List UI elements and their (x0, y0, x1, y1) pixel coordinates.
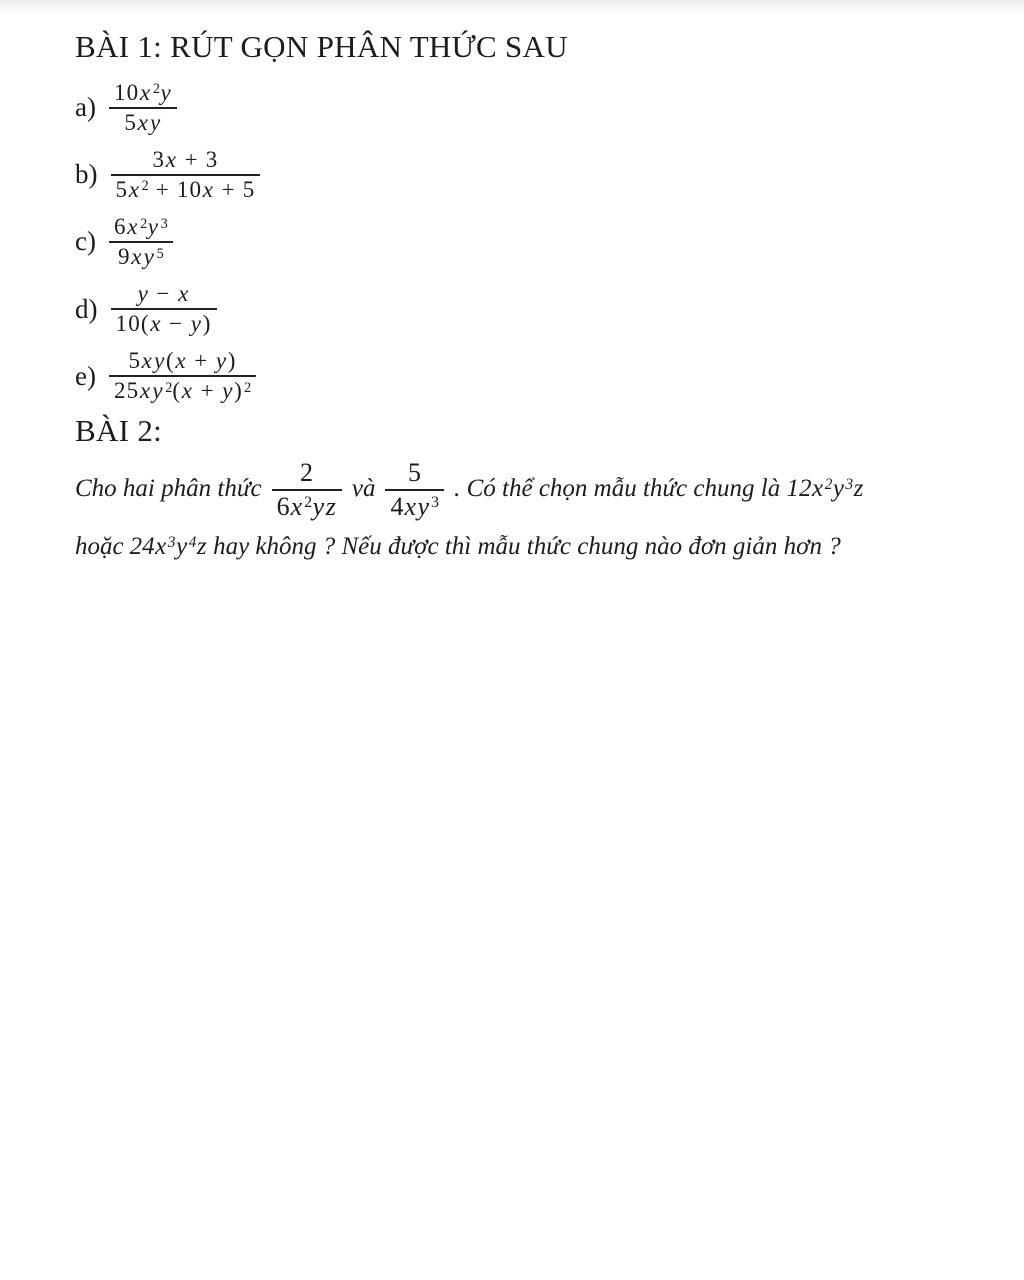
expression-1: $12x^2y^3z$ (786, 475, 864, 503)
section2-heading: BÀI 2: (75, 413, 163, 449)
problem-item-c (75, 213, 984, 271)
fraction-numerator: 5xy(x + y) (128, 348, 237, 374)
problem-item-e (75, 347, 984, 405)
problem2-line-2 (75, 531, 984, 564)
problem2-line-1 (75, 457, 984, 522)
item-label: a) (75, 92, 96, 123)
fraction-denominator: 5x $^2$ + 10x + 5 (115, 176, 256, 202)
expression-2: $24x^3y^4z$ (129, 533, 207, 561)
section1-heading: BÀI 1: RÚT GỌN PHÂN THỨC SAU (75, 29, 568, 64)
fraction-numerator: 6x $^2$y $^3$ (113, 213, 168, 239)
problem-item-d (75, 280, 984, 338)
fraction-denominator: $4xy^3$ (390, 491, 440, 521)
fraction-numerator: 10x $^2$y (113, 79, 172, 105)
fraction (111, 146, 261, 204)
fraction (109, 213, 173, 271)
inline-fraction-2 (385, 457, 444, 522)
connector-text: và (351, 475, 376, 503)
fraction-numerator: y − x (137, 281, 190, 306)
sentence-text-2: hay không ? Nếu được thì mẫu thức chung nào đơn giản hơn ? (213, 533, 841, 561)
item-label: d) (75, 293, 98, 324)
sentence-text: . Có thể chọn mẫu thức chung là (454, 475, 787, 503)
fraction (109, 79, 177, 137)
problem-list (75, 79, 984, 405)
problem2-paragraph (75, 457, 984, 564)
fraction-denominator: 5xy (124, 109, 162, 135)
item-label: e) (75, 360, 96, 391)
document-page (0, 0, 1024, 564)
fraction-denominator: 10(x − y) (115, 311, 212, 337)
item-label: c) (75, 226, 96, 257)
fraction-numerator: 2 (299, 457, 314, 487)
fraction-denominator: $6x^2yz$ (276, 491, 337, 521)
intro-text: Cho hai phân thức (75, 475, 262, 503)
problem-item-a (75, 79, 984, 137)
word-or: hoặc (75, 533, 124, 561)
problem-item-b (75, 146, 984, 204)
fraction (109, 347, 256, 405)
fraction-denominator: 25xy $^2(x + y)^2$ (113, 378, 252, 404)
fraction-numerator: 3x + 3 (152, 146, 219, 172)
item-label: b) (75, 159, 98, 190)
fraction-numerator: 5 (408, 457, 422, 487)
fraction (111, 280, 217, 338)
inline-fraction-1 (272, 457, 342, 522)
fraction-denominator: 9xy $^5$ (118, 243, 164, 269)
